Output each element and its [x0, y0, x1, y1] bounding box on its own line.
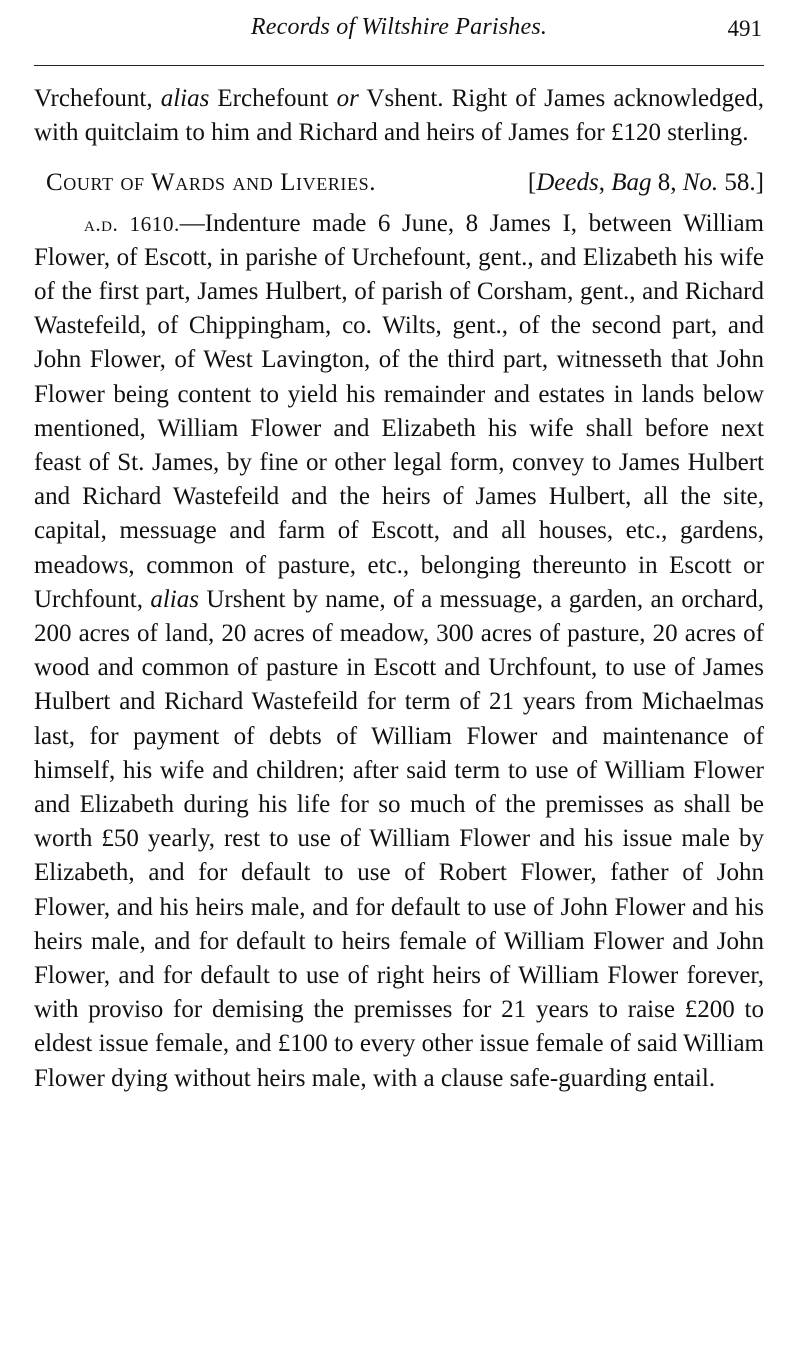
ref-no: No. — [682, 169, 719, 197]
continuation-text-2: Erchefount — [209, 85, 337, 112]
ref-open-bracket: [ — [527, 169, 537, 197]
continuation-text-3: Vshent. Right of James acknowledged, with quitclaim to him and Richard and heirs of James for £120 sterling. — [34, 85, 765, 147]
book-page — [34, 0, 765, 1092]
alias-word: alias — [160, 85, 210, 112]
indenture-text-2: Urshent by name, of a messuage, a garden, an orchard, 200 acres of land, 20 acres of meadow, 300 acres of pasture, 20 acres of wood and common of pasture in Escott and Urchfount, to use of James Hulbert and Richard Wastefeild for term of 21 years from Michaelmas last, for payment of debts of William Flower and maintenance of himself, his wife and children; after said term to use of William Flower and Elizabeth during his life for so much of the premisses as shall be worth £50 yearly, rest to use of William Flower and his issue male by Elizabeth, and for default to use of Robert Flower, father of John Flower, and his heirs male, and for default to use of John Flower and his heirs male, and for default to heirs female of William Flower and John Flower, and for default to use of right heirs of William Flower forever, with proviso for demising the premisses for 21 years to raise £200 to eldest issue female, and £100 to every other issue female of said William Flower dying without heirs male, with a clause safe-guarding entail. — [34, 585, 764, 1092]
indenture-paragraph — [34, 207, 764, 1096]
body-text — [34, 82, 764, 1096]
continuation-text-1: Vrchefount, — [34, 85, 161, 112]
entry-date: a.d. 1610. — [84, 211, 180, 236]
ref-no-number: 58.] — [718, 169, 764, 197]
continuation-paragraph — [34, 82, 764, 150]
entry-heading — [34, 166, 764, 200]
ref-comma: , — [598, 169, 612, 197]
running-title: Records of Wiltshire Parishes. — [250, 14, 548, 40]
ref-bag: Bag — [611, 169, 652, 197]
or-word: or — [336, 85, 359, 112]
indenture-text-1: —Indenture made 6 June, 8 James I, between William Flower, of Escott, in parishe of Urchefount, gent., and Elizabeth his wife of the first part, James Hulbert, of parish of Corsham, gent., and Richard Wastefeild, of Chippingham, co. Wilts, gent., of the second part, and John Flower, of West Lavington, of the third part, witnesseth that John Flower being content to yield his remainder and estates in lands below mentioned, William Flower and Elizabeth his wife shall before next feast of St. James, by fine or other legal form, convey to James Hulbert and Richard Wastefeild and the heirs of James Hulbert, all the site, capital, messuage and farm of Escott, and all houses, etc., gardens, meadows, common of pasture, etc., belonging thereunto in Escott or Urchfount, — [34, 209, 764, 613]
running-head — [34, 0, 764, 50]
deed-reference — [528, 166, 764, 200]
header-rule — [34, 65, 764, 66]
ref-deeds: Deeds — [536, 169, 599, 197]
page-number: 491 — [727, 16, 762, 41]
alias-word-2: alias — [150, 585, 199, 613]
court-heading: Court of Wards and Liveries. — [46, 169, 377, 197]
ref-bag-number: 8, — [651, 169, 683, 197]
